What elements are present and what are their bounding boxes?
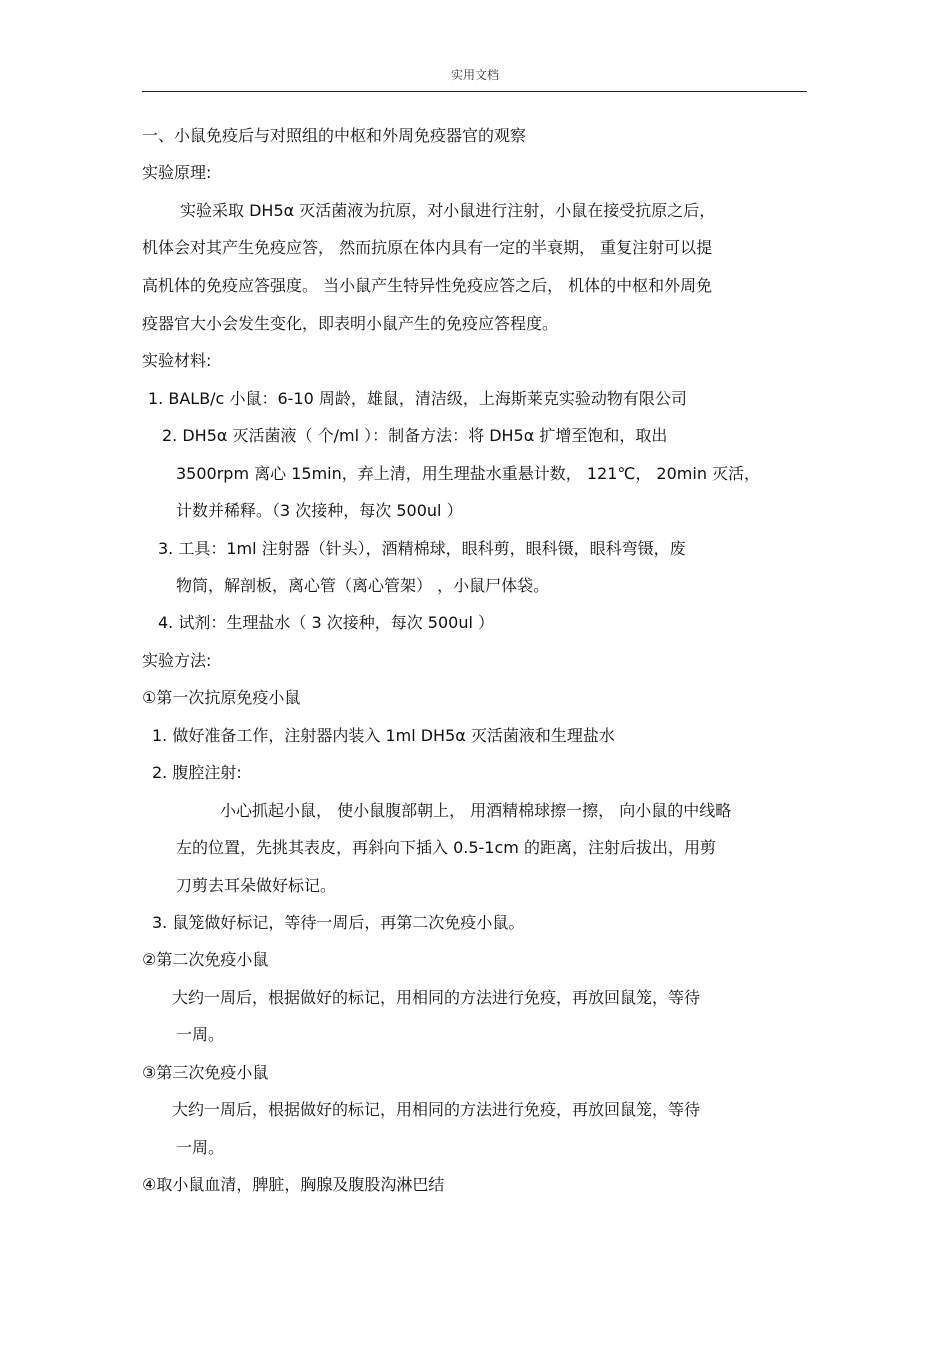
method-step-1-title: ①第一次抗原免疫小鼠 bbox=[142, 688, 301, 707]
principle-line: 实验采取 DH5α 灭活菌液为抗原，对小鼠进行注射，小鼠在接受抗原之后， bbox=[180, 201, 716, 220]
method-step-4-title: ④取小鼠血清，脾脏，胸腺及腹股沟淋巴结 bbox=[142, 1175, 445, 1194]
method-step-1-detail: 小心抓起小鼠， 使小鼠腹部朝上， 用酒精棉球擦一擦， 向小鼠的中线略 bbox=[220, 801, 732, 820]
header-divider bbox=[142, 91, 807, 92]
materials-item-3-cont: 物筒，解剖板，离心管（离心管架） ，小鼠尸体袋。 bbox=[176, 576, 550, 595]
method-step-2-title: ②第二次免疫小鼠 bbox=[142, 950, 269, 969]
method-step-1-detail: 刀剪去耳朵做好标记。 bbox=[176, 876, 337, 895]
materials-item-2-cont: 3500rpm 离心 15min，弃上清，用生理盐水重悬计数， 121℃， 20min 灭活， bbox=[176, 464, 761, 483]
method-step-1-item-1: 1. 做好准备工作，注射器内装入 1ml DH5α 灭活菌液和生理盐水 bbox=[152, 726, 615, 745]
materials-item-1: 1. BALB/c 小鼠：6-10 周龄，雄鼠，清洁级，上海斯莱克实验动物有限公司 bbox=[148, 389, 687, 408]
document-title: 一、小鼠免疫后与对照组的中枢和外周免疫器官的观察 bbox=[142, 126, 527, 145]
principle-line: 疫器官大小会发生变化，即表明小鼠产生的免疫应答程度。 bbox=[142, 314, 559, 333]
methods-heading: 实验方法: bbox=[142, 651, 212, 670]
method-step-3-title: ③第三次免疫小鼠 bbox=[142, 1063, 269, 1082]
method-step-2-text: 大约一周后，根据做好的标记，用相同的方法进行免疫，再放回鼠笼，等待 bbox=[172, 988, 701, 1007]
materials-item-4: 4. 试剂：生理盐水（ 3 次接种，每次 500ul ） bbox=[158, 613, 495, 632]
method-step-2-text: 一周。 bbox=[176, 1025, 225, 1044]
method-step-1-item-2: 2. 腹腔注射: bbox=[152, 763, 242, 782]
method-step-3-text: 一周。 bbox=[176, 1138, 225, 1157]
materials-item-2-cont: 计数并稀释。（3 次接种，每次 500ul ） bbox=[176, 501, 463, 520]
materials-heading: 实验材料: bbox=[142, 351, 212, 370]
principle-line: 机体会对其产生免疫应答， 然而抗原在体内具有一定的半衰期， 重复注射可以提 bbox=[142, 238, 713, 257]
page-header: 实用文档 bbox=[450, 68, 499, 82]
principle-heading: 实验原理: bbox=[142, 163, 212, 182]
materials-item-3: 3. 工具：1ml 注射器（针头），酒精棉球，眼科剪，眼科镊，眼科弯镊，废 bbox=[158, 539, 686, 558]
method-step-1-detail: 左的位置，先挑其表皮，再斜向下插入 0.5-1cm 的距离，注射后拔出，用剪 bbox=[176, 838, 716, 857]
method-step-1-item-3: 3. 鼠笼做好标记，等待一周后，再第二次免疫小鼠。 bbox=[152, 913, 525, 932]
principle-line: 高机体的免疫应答强度。 当小鼠产生特异性免疫应答之后， 机体的中枢和外周免 bbox=[142, 276, 713, 295]
materials-item-2: 2. DH5α 灭活菌液（ 个/ml ）：制备方法：将 DH5α 扩增至饱和，取出 bbox=[162, 426, 668, 445]
method-step-3-text: 大约一周后，根据做好的标记，用相同的方法进行免疫，再放回鼠笼，等待 bbox=[172, 1100, 701, 1119]
